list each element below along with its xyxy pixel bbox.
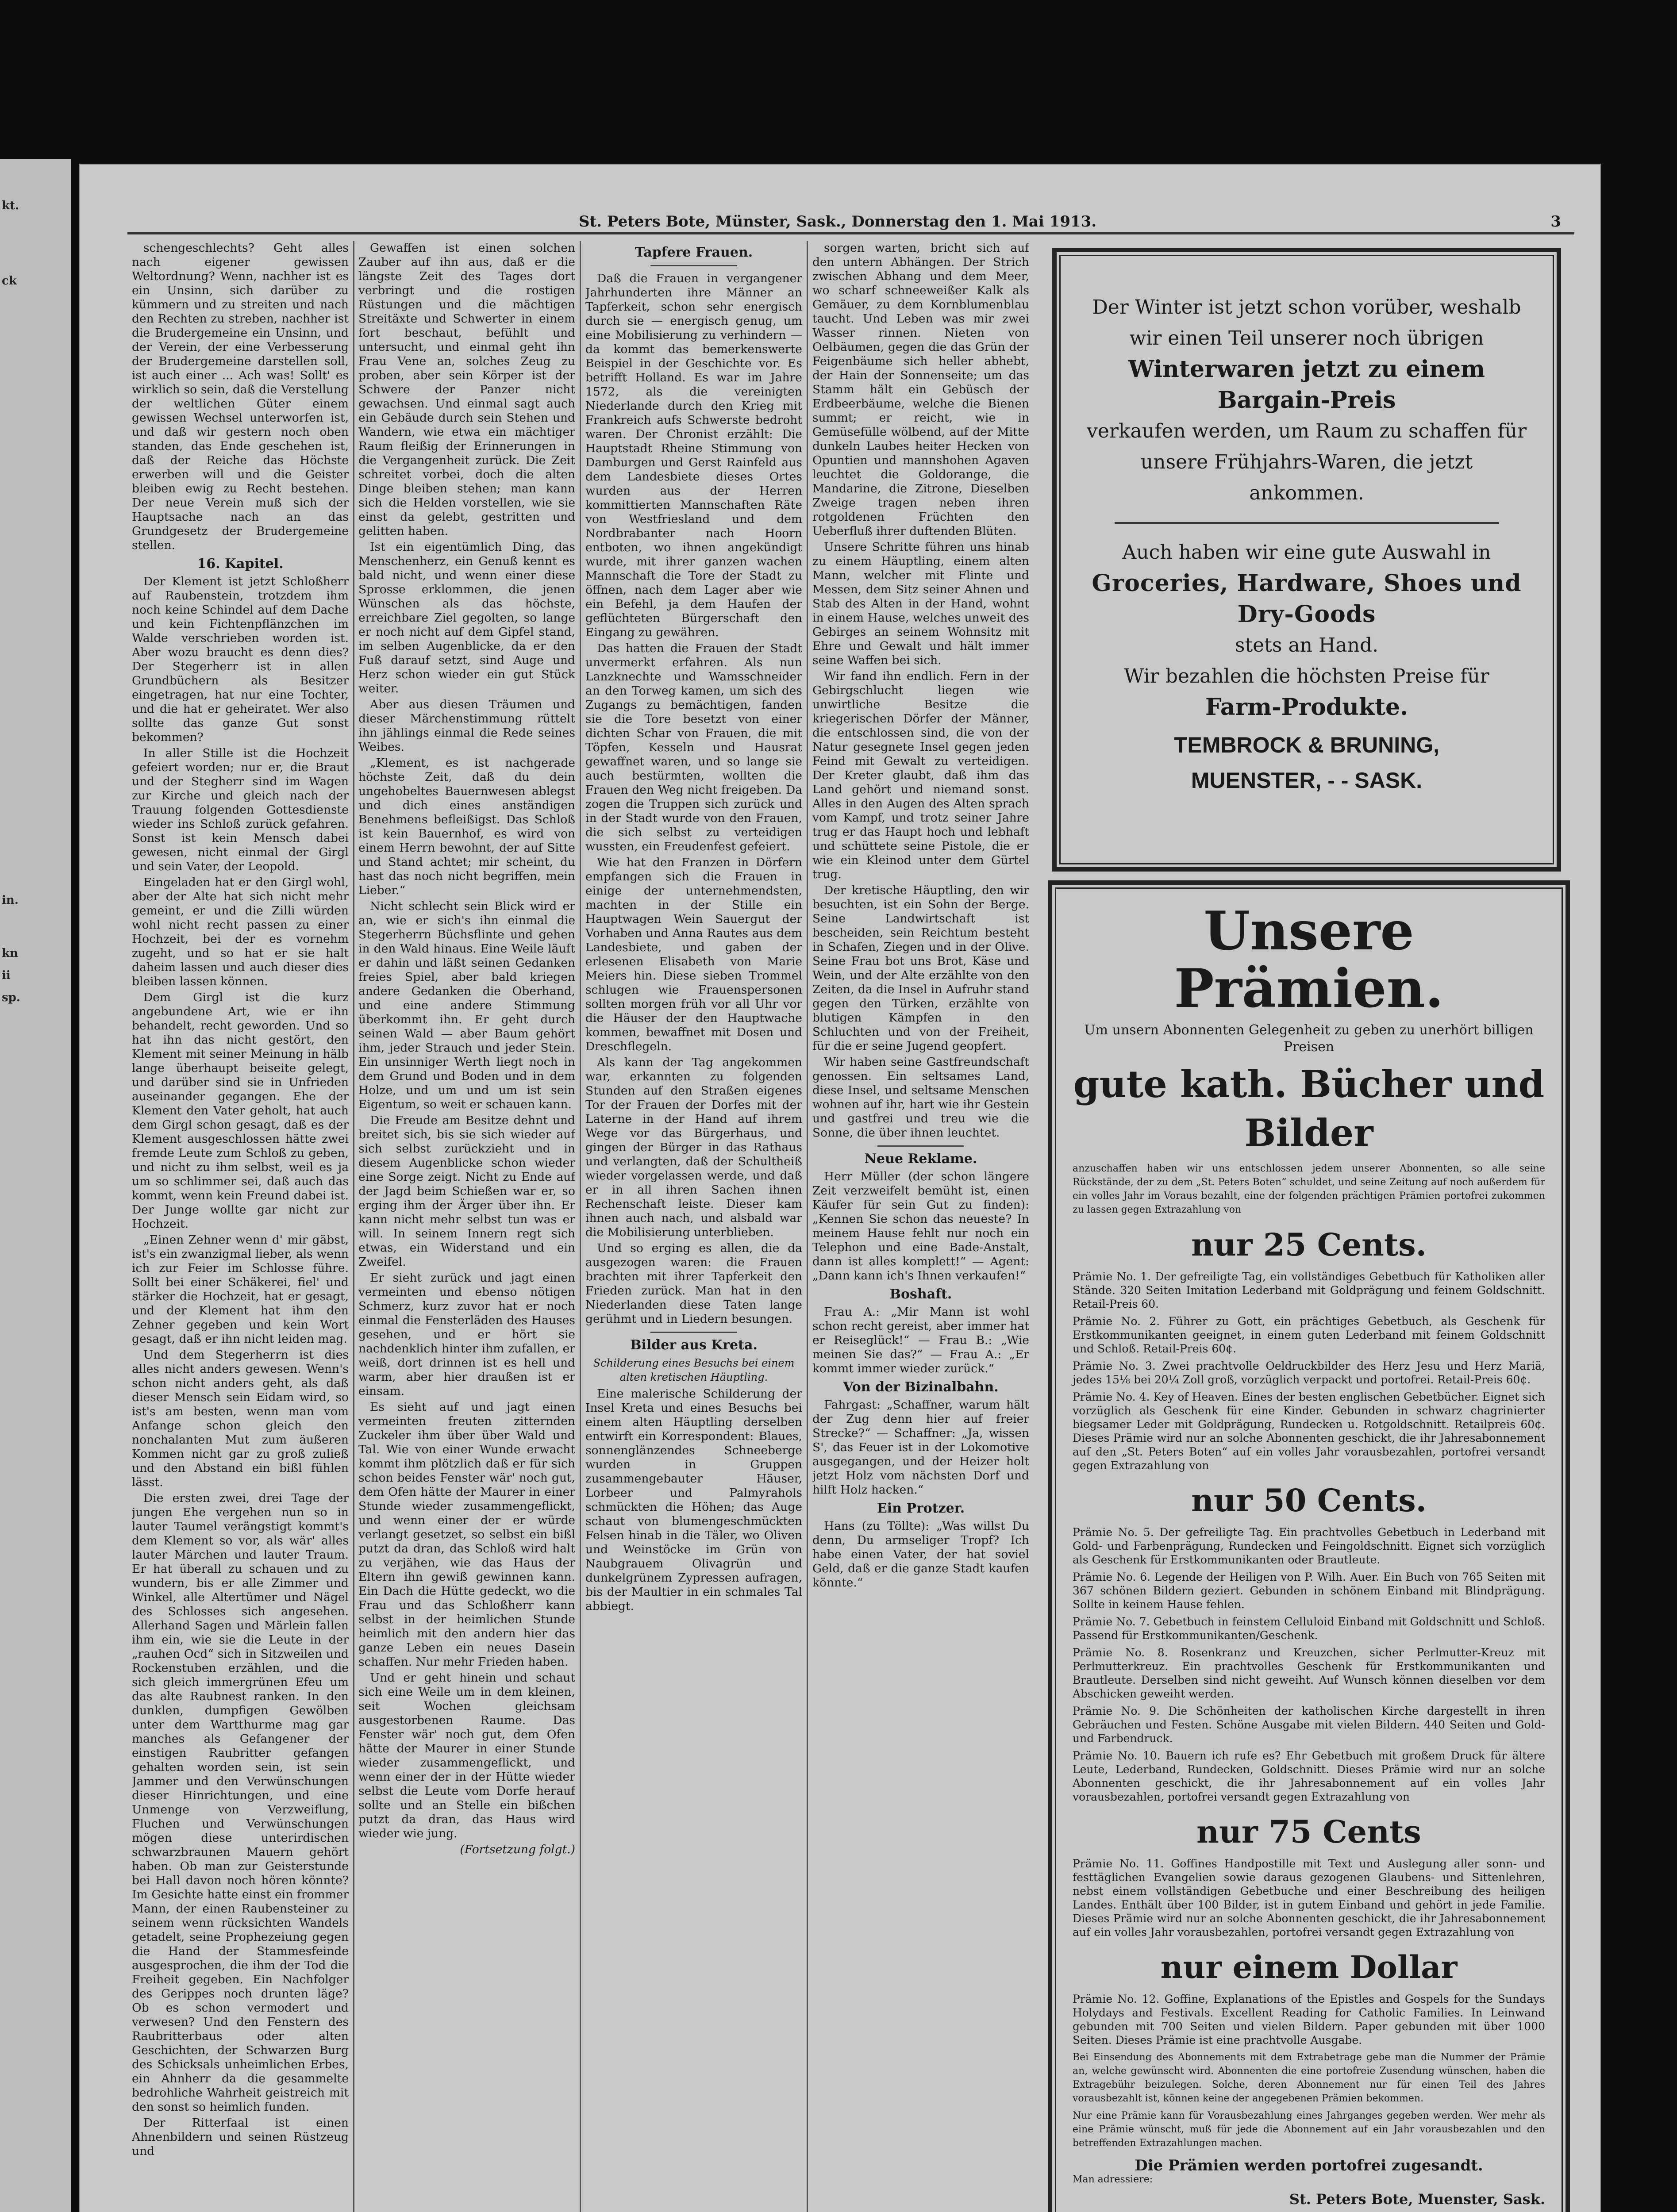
paragraph: Gewaffen ist einen solchen Zauber auf ihn aus, daß er die längste Zeit des Tages dort verbringt und die rostigen Rüstungen und die mächtigen Streitäxte und Schwerter in einem fort beschaut, befühlt und untersucht, und einmal geht ihn Frau Vene an, solches Zeug zu proben, aber sein Körper ist der Schwere der Panzer nicht gewachsen. Und einmal sagt auch ein Gebäude durch sein Stehen und Wandern, wie etwa ein mächtiger Raum fleißig der Erinnerungen in die Vergangenheit zurück. Die Zeit schreitet vorbei, doch die alten Dinge bleiben stehen; man kann sich die Helden vorstellen, wie sie einst da gelebt, gestritten und gelitten haben. (358, 241, 575, 538)
paragraph: In aller Stille ist die Hochzeit gefeiert worden; nur er, die Braut und der Stegherr sind im Wagen zur Kirche und gleich nach der Trauung folgenden Gottesdienste wieder ins Schloß zurück gefahren. Sonst ist kein Mensch dabei gewesen, nicht einmal der Girgl und sein Vater, der Leopold. (132, 746, 349, 873)
article-heading: Boshaft. (889, 1286, 952, 1302)
price-heading: nur 50 Cents. (1191, 1482, 1427, 1519)
article-heading: Von der Bizinalbahn. (843, 1379, 999, 1395)
column-rule (807, 241, 808, 2212)
left-fragment: kn (2, 947, 18, 960)
column-4 (812, 241, 1029, 2212)
premium-item: Prämie No. 1. Der gefreiligte Tag, ein vollständiges Gebetbuch für Katholiken aller Stände. 320 Seiten Imitation Lederband mit Goldprägung und feinem Goldschnitt. Retail-Preis 60. (1073, 1270, 1545, 1310)
paragraph: sorgen warten, bricht sich auf den untern Abhängen. Der Strich zwischen Abhang und dem Meer, wo scharf schneeweißer Kalk als Gemäuer, zu dem Kornblumenblau taucht. Und Leben was mir zwei Wasser rinnen. Nieten von Oelbäumen, gegen die das Grün der Feigenbäume sich heller abhebt, der Hain der Sonnenseite; um das Stamm hält ein Gebüsch der Erdbeerbäume, welche die Bienen summt; er reicht, wie in Gemüsefülle wölbend, auf der Mitte dunkeln Laubes heiter Hecken von Opuntien und mannshohen Agaven leuchtet die Goldorange, die Mandarine, die Zitrone, Dieselben Zweige tragen neben ihren rotgoldenen Früchten den Ueberfluß ihrer duftenden Blüten. (812, 241, 1029, 538)
paragraph: „Klement, es ist nachgerade höchste Zeit, daß du dein ungehobeltes Bauernwesen ablegst und dich eines anständigen Benehmens befleißigst. Das Schloß ist kein Bauernhof, es wird von einem Herrn bewohnt, der auf Sitte und Stand achtet; mir scheint, du hast das noch nicht begriffen, mein Lieber.“ (358, 756, 575, 897)
premium-item: Prämie No. 3. Zwei prachtvolle Oeldruckbilder des Herz Jesu und Herz Mariä, jedes 15⅛ bei 20¼ Zoll groß, vorzüglich verpackt und portofrei. Retail-Preis 60¢. (1073, 1359, 1545, 1386)
premiums-address-label: Man adressiere: (1073, 2174, 1153, 2185)
paragraph: schengeschlechts? Geht alles nach eigener gewissen Weltordnung? Wenn, nachher ist es ein Unsinn, sich darüber zu kümmern und zu streiten und nach den Rechten zu streben, nachher ist die Brudergemeine ein Unsinn, und der Verein, der eine Verbesserung der Brudergemeine darstellen soll, ist auch einer ... Ach was! Sollt' es wirklich so sein, daß die Verstellung der weltlichen Güter einem gewissen Wechsel unterworfen ist, und daß wir gestern noch oben standen, das Ende geschehen ist, daß der Reiche das Höchste erwerben will und die Geister bleiben ewig zu Recht bestehen. Der neue Verein muß sich der Hauptsache nach an das Grundgesetz der Brudergemeine stellen. (132, 241, 349, 552)
paragraph: Und dem Stegerherrn ist dies alles nicht anders gewesen. Wenn's schon nicht anders geht, als daß dieser Mensch sein Eidam wird, so ist's am besten, wenn man vom Anfange schon gleich den nonchalanten Mut zum äußeren Kommen nicht gar zu groß zuließ und den Abstand ein bißl fühlen lässt. (132, 1348, 349, 1489)
paragraph: Ist ein eigentümlich Ding, das Menschenherz, ein Genuß kennt es bald nicht, und wenn einer diese Sprosse erklommen, die jenen Wünschen als das höchste, erreichbare Ziel gegolten, so lange er noch nicht auf dem Gipfel stand, im selben Augenblicke, da er den Fuß darauf setzt, sind Auge und Herz schon wieder ein gut Stück weiter. (358, 540, 575, 695)
paragraph: Der Ritterfaal ist einen Ahnenbildern und seinen Rüstzeug und (132, 2116, 349, 2158)
article-heading: Neue Reklame. (864, 1151, 977, 1167)
ad-signature: MUENSTER, - - SASK. (1191, 768, 1423, 793)
ad-text: Auch haben wir eine gute Auswahl in (1122, 541, 1491, 564)
paragraph: Und so erging es allen, die da ausgezogen waren: die Frauen brachten mit ihrer Tapferkeit den Frieden zurück. Man hat in den Niederlanden diese Taten lange gerühmt und in Liedern besungen. (585, 1241, 802, 1326)
ad-signature: TEMBROCK & BRUNING, (1174, 733, 1439, 757)
ad-divider (1115, 522, 1499, 524)
ad-highlight: Farm-Produkte. (1205, 694, 1408, 721)
ad-text: stets an Hand. (1235, 634, 1379, 657)
paragraph: Das hatten die Frauen der Stadt unvermerkt erfahren. Als nun Lanzknechte und Wamsschneider an den Torweg kamen, um sich des Zugangs zu bemächtigen, fanden sie die Tore besetzt von einer dichten Schar von Frauen, die mit Töpfen, Kesseln und Hausrat gewaffnet waren, und so lange sie auch bestürmten, wollten die Frauen den Weg nicht freigeben. Da zogen die Truppen sich zurück und in der Stadt wurde von den Frauen, die sich selbst zu verteidigen wussten, ein Freudenfest gefeiert. (585, 641, 802, 853)
page-header (127, 210, 1574, 234)
premium-item: Prämie No. 8. Rosenkranz und Kreuzchen, sicher Perlmutter-Kreuz mit Perlmutterkreuz. Ein prachtvolles Geschenk für Erstkommunikanten und Brautleute. Derselben sind nicht geweiht. Auf Wunsch können dieselben vor dem Abschicken geweiht werden. (1073, 1646, 1545, 1700)
premiums-subtitle: gute kath. Bücher und Bilder (1073, 1062, 1545, 1155)
ad-text: Der Winter ist jetzt schon vorüber, weshalb wir einen Teil unserer noch übrigen (1092, 296, 1521, 349)
left-fragment: sp. (2, 991, 20, 1004)
premiums-fine-print: Bei Einsendung des Abonnements mit dem Extrabetrage gebe man die Nummer der Prämie an, welche gewünscht wird. Abonnenten die eine portofreie Zusendung wünschen, haben die Extragebühr beizulegen. Solche, deren Abonnement nur für einen Teil des Jahres vorausbezahlt ist, können keine der angegebenen Prämien bekommen. (1073, 2052, 1545, 2104)
paragraph: Daß die Frauen in vergangener Jahrhunderten ihre Männer an Tapferkeit, schon sehr energisch durch sie — energisch genug, um eine Mobilisierung zu verhindern — da kommt das bemerkenswerte Beispiel in der Geschichte vor. Es betrifft Holland. Es war im Jahre 1572, als die vereinigten Niederlande durch den Krieg mit Frankreich aufs Schwerste bedroht waren. Der Chronist erzählt: Die Hauptstadt Rheine Stimmung von Damburgen und Gerst Rainfeld aus dem Landesbiete dieses Ortes wurden aus der Herren kommittierten Mannschaften Räte von Westfriesland und dem Nordbrabanter nach Hoorn entboten, wo ihnen angekündigt wurde, mit ihrer ganzen wachen Mannschaft die Tore der Stadt zu öffnen, nach dem Lager aber wie ein Befehl, ja dem Haufen der geflüchteten Bürgerschaft den Eingang zu gewähren. (585, 272, 802, 639)
paragraph: Die Freude am Besitze dehnt und breitet sich, bis sie sich wieder auf sich selbst zurückzieht und in diesem Augenblicke schon wieder eine Sorge zeigt. Nicht zu Ende auf der Jagd beim Schießen war er, so erging ihm der Ärger über ihn. Er kann nicht mehr selbst tun was er will. In seinem Innern regt sich etwas, ein Widerstand und ein Zweifel. (358, 1114, 575, 1269)
premiums-footer: Die Prämien werden portofrei zugesandt. (1135, 2157, 1483, 2174)
chapter-heading: 16. Kapitel. (197, 556, 284, 572)
paragraph: Herr Müller (der schon längere Zeit verzweifelt bemüht ist, einen Käufer für sein Gut zu finden): „Kennen Sie schon das neueste? In meinem Hause fehlt nur noch ein Telephon und eine Bade-Anstalt, dann ist alles komplett!“ — Agent: „Dann kann ich's Ihnen verkaufen!“ (812, 1170, 1029, 1283)
left-fragment: kt. (2, 199, 19, 212)
paragraph: Fahrgast: „Schaffner, warum hält der Zug denn hier auf freier Strecke?“ — Schaffner: „Ja, wissen S', das Feuer ist in der Lokomotive ausgegangen, und der Heizer holt jetzt Holz vom nächsten Dorf und hilft Holz hacken.“ (812, 1398, 1029, 1497)
premiums-advertisement (1048, 880, 1570, 2212)
article-heading: Tapfere Frauen. (635, 245, 753, 260)
paragraph: Eine malerische Schilderung der Insel Kreta und eines Besuchs bei einem alten Häuptling derselben entwirft ein Korrespondent: Blaues, sonnenglänzendes Schneeberge wurden in Gruppen zusammengebauter Häuser, Lorbeer und Palmyrahols schmückten die Höhen; das Auge schaut von blumengeschmückten Felsen hinab in die Täler, wo Oliven und Weinstöcke im Grün von Naubgrauem Olivagrün und dunkelgrünem Zypressen aufragen, bis der Maultier in ein schmales Tal abbiegt. (585, 1387, 802, 1613)
article-heading: Bilder aus Kreta. (630, 1337, 758, 1353)
premium-item: Prämie No. 2. Führer zu Gott, ein prächtiges Gebetbuch, als Geschenk für Erstkommunikanten geeignet, in einem guten Lederband mit feinem Goldschnitt und Schloß. Retail-Preis 60¢. (1073, 1315, 1545, 1355)
premium-item: Prämie No. 6. Legende der Heiligen von P. Wilh. Auer. Ein Buch von 765 Seiten mit 367 schönen Bildern geziert. Gebunden in schönem Einband mit Blindprägung. Sollte in keinem Hause fehlen. (1073, 1571, 1545, 1611)
paragraph: Aber aus diesen Träumen und dieser Märchenstimmung rüttelt ihn jählings einmal die Rede seines Weibes. (358, 698, 575, 754)
premium-item: Prämie No. 9. Die Schönheiten der katholischen Kirche dargestellt in ihren Gebräuchen und Festen. Schöne Ausgabe mit vielen Bildern. 440 Seiten und Gold- und Farbendruck. (1073, 1705, 1545, 1745)
premiums-fine-print: Nur eine Prämie kann für Vorausbezahlung eines Jahrganges gegeben werden. Wer mehr als eine Prämie wünscht, muß für jede die Abonnement auf ein Jahr vorausbezahlen und den betreffenden Extrazahlungen machen. (1073, 2110, 1545, 2149)
masthead-line: St. Peters Bote, Münster, Sask., Donnerstag den 1. Mai 1913. (579, 213, 1097, 230)
premiums-intro: Um unsern Abonnenten Gelegenheit zu geben zu unerhört billigen Preisen (1084, 1022, 1534, 1055)
premiums-signature: St. Peters Bote, Muenster, Sask. (1289, 2191, 1545, 2208)
adjacent-page-strip (0, 159, 71, 2212)
article-subheading: Schilderung eines Besuchs bei einem alten kretischen Häuptling. (593, 1357, 795, 1383)
page-number: 3 (1550, 213, 1561, 230)
heading-rule (650, 265, 737, 266)
left-fragment: ii (2, 969, 11, 982)
paragraph: Er sieht zurück und jagt einen vermeinten und ebenso nötigen Schmerz, kurz zuvor hat er noch einmal die Fensterläden des Hauses gesehen, und er hört sie nachdenklich hinter ihm zufallen, er weiß, dort drinnen ist es hell und warm, aber hier draußen ist er einsam. (358, 1271, 575, 1398)
premiums-note: anzuschaffen haben wir uns entschlossen jedem unserer Abonnenten, so alle seine Rückstände, der zu dem „St. Peters Boten“ schuldet, und seine Zeitung auf noch außerdem für ein volles Jahr im Voraus bezahlt, eine der folgenden prächtigen Prämien portofrei zukommen zu lassen gegen Extrazahlung von (1073, 1163, 1545, 1215)
premium-item: Prämie No. 4. Key of Heaven. Eines der besten englischen Gebetbücher. Eignet sich vorzüglich als Geschenk für eine Kinder. Gebunden in schwarz chagrinierter biegsamer Leder mit Goldprägung, Rundecken u. Rotgoldschnitt. Retailpreis 60¢. Dieses Prämie wird nur an solche Abonnenten geschickt, die ihr Jahresabonnement auf den „St. Peters Boten“ auf ein volles Jahr vorausbezahlen, portofrei versandt gegen Extrazahlung von (1073, 1390, 1545, 1472)
store-advertisement (1052, 248, 1561, 872)
ad-text: verkaufen werden, um Raum zu schaffen für unsere Frühjahrs-Waren, die jetzt ankommen. (1086, 420, 1527, 504)
section-rule (650, 1332, 737, 1333)
article-heading: Ein Protzer. (877, 1501, 965, 1516)
paragraph: Als kann der Tag angekommen war, erkannten zu folgenden Stunden auf den Straßen eigenes Tor der Frauen der Dorfes mit der Laterne in der Hand auf ihrem Wege vor das Bürgerhaus, und gingen der Bürger in das Rathaus und verlangten, daß der Schultheiß wieder vorgelassen werde, und daß er in all ihren Sachen ihnen Rechenschaft leiste. Dieser kam ihnen auch nach, und alsbald war die Mobilisierung unterblieben. (585, 1056, 802, 1239)
price-heading: nur 25 Cents. (1191, 1226, 1427, 1263)
ad-text: Wir bezahlen die höchsten Preise für (1124, 665, 1489, 687)
column-rule (580, 241, 581, 2212)
paragraph: Frau A.: „Mir Mann ist wohl schon recht gereist, aber immer hat er Reiseglück!“ — Frau B.: „Wie meinen Sie das?“ — Frau A.: „Er kommt immer wieder zurück.“ (812, 1305, 1029, 1375)
premium-item: Prämie No. 12. Goffine, Explanations of the Epistles and Gospels for the Sundays Holydays and Festivals. Excellent Reading for Catholic Families. In Leinwand gebunden mit 700 Seiten und vielen Bildern. Paper gebunden mit über 1000 Seiten. Dieses Prämie ist eine prachtvolle Ausgabe. (1073, 1993, 1545, 2047)
section-rule (877, 1145, 964, 1147)
premiums-title: Unsere Prämien. (1174, 900, 1444, 1020)
premium-item: Prämie No. 11. Goffines Handpostille mit Text und Auslegung aller sonn- und festtäglichen Evangelien sowie daraus gezogenen Glaubens- und Sittenlehren, nebst einem vollständigen Gebetbuche und einer Beschreibung des heiligen Landes. Enthält über 100 Bilder, ist in gutem Einband und gehört in jede Familie. Dieses Prämie wird nur an solche Abonnenten geschickt, die ihr Jahresabonnement auf ein volles Jahr vorausbezahlen, portofrei versandt gegen Extrazahlung von (1073, 1857, 1545, 1939)
column-rule (353, 241, 354, 2212)
column-3 (585, 241, 802, 2212)
newspaper-page (79, 164, 1601, 2212)
paragraph: Und er geht hinein und schaut sich eine Weile um in dem kleinen, seit Wochen gleichsam ausgestorbenen Raume. Das Fenster wär' noch gut, dem Ofen hätte der Maurer in einer Stunde wieder zusammengeflickt, und wenn einer der in der Hütte wieder selbst die Leute vom Dorfe herauf sollte und an Stelle ein bißchen putzt da dran, das Haus wird wieder wie jung. (358, 1671, 575, 1840)
paragraph: „Einen Zehner wenn d' mir gäbst, ist's ein zwanzigmal lieber, als wenn ich zur Feier im Schlosse führe. Sollt bei einer Schäkerei, fiel' und stärker die Hochzeit, hat er gesagt, und der Klement hat ihm den Zehner gegeben und kein Wort gesagt, daß er ihn nicht leiden mag. (132, 1233, 349, 1346)
column-1 (132, 241, 349, 2212)
paragraph: Wir haben seine Gastfreundschaft genossen. Ein seltsames Land, diese Insel, und seltsame Menschen wohnen auf ihr, hart wie ihr Gestein und gastfrei und treu wie die Sonne, die über ihnen leuchtet. (812, 1055, 1029, 1140)
ad-highlight: Groceries, Hardware, Shoes und Dry-Goods (1092, 570, 1522, 628)
ad-highlight: Winterwaren jetzt zu einem Bargain-Preis (1128, 356, 1485, 414)
column-2 (358, 241, 575, 2212)
paragraph: Der Klement ist jetzt Schloßherr auf Raubenstein, trotzdem ihm noch keine Schindel auf dem Dache und kein Fichtenpflänzchen im Walde verschrieben worden ist. Aber wozu braucht es denn dies? Der Stegerherr ist in allen Grundbüchern als Besitzer eingetragen, hat nur eine Tochter, und die hat er geheiratet. Wer also sollte das ganze Gut sonst bekommen? (132, 575, 349, 744)
continuation-note: (Fortsetzung folgt.) (460, 1843, 575, 1856)
price-heading: nur 75 Cents (1196, 1813, 1421, 1850)
premium-item: Prämie No. 10. Bauern ich rufe es? Ehr Gebetbuch mit großem Druck für ältere Leute, Lederband, Rundecken, Goldschnitt. Dieses Prämie wird nur an solche Abonnenten geschickt, die ihr Jahresabonnement auf ein volles Jahr vorausbezahlen, portofrei versandt gegen Extrazahlung von (1073, 1749, 1545, 1803)
paragraph: Es sieht auf und jagt einen vermeinten freuten zitternden Zuckeler ihm über über Wald und Tal. Wie von einer Wunde erwacht kommt ihm plötzlich daß er für sich schon beides Fenster wär' noch gut, dem Ofen hätte der Maurer in einer Stunde wieder zusammengeflickt, und wenn einer der er würde verlangt gesetzet, so selbst ein bißl putzt da dran, das Schloß wird halt zu verjähen, wie das Haus der Eltern ihn gewiß gewinnen kann. Ein Dach die Hütte gedeckt, wo die Frau und das Schloßherr kann selbst in der heimlichen Stunde heimlich mit den andern hier das ganze Leben ein neues Dasein schaffen. Nur mehr Frieden haben. (358, 1400, 575, 1669)
premium-item: Prämie No. 7. Gebetbuch in feinstem Celluloid Einband mit Goldschnitt und Schloß. Passend für Erstkommunikanten/Geschenk. (1073, 1615, 1545, 1642)
paragraph: Wir fand ihn endlich. Fern in der Gebirgschlucht liegen wie unwirtliche Besitze die kriegerischen Dörfer der Männer, die entschlossen sind, die von der Natur gesegnete Insel gegen jeden Feind mit Gewalt zu verteidigen. Der Kreter glaubt, daß ihm das Land gehört und niemand sonst. Alles in den Augen des Alten sprach vom Kampf, und trotz seiner Jahre trug er das Haupt hoch und lebhaft und schüttete seine Pistole, die er wie ein Kleinod unter dem Gürtel trug. (812, 669, 1029, 881)
paragraph: Unsere Schritte führen uns hinab zu einem Häuptling, einem alten Mann, welcher mit Flinte und Messen, dem Sitz seiner Ahnen und Stab des Alten in der Hand, wohnt in einem Hause, welches unweit des Gebirges an seinem Wohnsitz mit Ehre und Gewalt und hält immer seine Waffen bei sich. (812, 540, 1029, 667)
paragraph: Eingeladen hat er den Girgl wohl, aber der Alte hat sich nicht mehr gemeint, er und die Zilli würden wohl nicht recht passen zu einer Hochzeit, bei der es vornehm zugeht, und so hat er sie halt daheim lassen und auch dieser dies bleiben lassen können. (132, 876, 349, 988)
left-fragment: in. (2, 894, 19, 907)
paragraph: Hans (zu Töllte): „Was willst Du denn, Du armseliger Tropf? Ich habe einen Vater, der hat soviel Geld, daß er die ganze Stadt kaufen könnte.“ (812, 1519, 1029, 1590)
paragraph: Der kretische Häuptling, den wir besuchten, ist ein Sohn der Berge. Seine Landwirtschaft ist bescheiden, sein Reichtum besteht in Schafen, Ziegen und in der Olive. Seine Frau bot uns Brot, Käse und Wein, und der Alte erzählte von den Zeiten, da die Insel in Aufruhr stand gegen den Türken, erzählte von blutigen Kämpfen in den Schluchten und von der Freiheit, für die er seine Jugend geopfert. (812, 883, 1029, 1053)
paragraph: Wie hat den Franzen in Dörfern empfangen sich die Frauen in einige der unternehmendsten, machten in der Stille ein Hauptwagen Wein Sauergut der Vorhaben und Anna Rautes aus dem Landesbiete, und gaben der erlesenen Elisabeth von Marie Meiers hin. Diese sieben Trommel schlugen wie Frauenspersonen sollten morgen früh vor all Uhr vor die Häuser der den Hauptwache kommen, bewaffnet mit Dosen und Dreschflegeln. (585, 856, 802, 1053)
price-heading: nur einem Dollar (1160, 1949, 1458, 1985)
paragraph: Die ersten zwei, drei Tage der jungen Ehe vergehen nun so in lauter Taumel verängstigt kommt's dem Klement so vor, als wär' alles lauter Märchen und lauter Traum. Er hat überall zu schauen und zu wundern, bis er alle Zimmer und Winkel, alle Altertümer und Nägel des Schlosses sich angesehen. Allerhand Sagen und Märlein fallen ihm ein, wie sie die Leute in der „rauhen Ocd“ sich in Sitzweilen und Rockenstuben erzählen, und die sich gleich immergrünen Efeu um das alte Raubnest ranken. In den dunklen, dumpfigen Gewölben unter dem Wartthurme mag gar manches als Gefangener der einstigen Raubritter gefangen gehalten worden sein, ist sein Jammer und den Verwünschungen dieser Hinrichtungen, und eine Unmenge von Verzweiflung, Fluchen und Verwünschungen mögen diese unterirdischen schwarzbraunen Mauern gehört haben. Ob man zur Geisterstunde bei Hall davon noch hören könnte? Im Gesichte hatte einst ein frommer Mann, der einen Raubensteiner zu seinem wenn rücksichten Wandels getadelt, seine Prophezeiung gegen die Hand der Stammesfeinde ausgesprochen, die ihm der Tod die Freiheit gegeben. Ein Nachfolger des Gerippes noch drunten läge? Ob es schon vermodert und verwesen? Und den Fenstern des Raubritterbaus oder alten Geschichten, der Schwarzen Burg des Schicksals unheimlichen Erbes, ein Ahnherr da die gesammelte bedrohliche Wahrheit geistreich mit den sonst so heimlich funden. (132, 1491, 349, 2114)
paragraph: Nicht schlecht sein Blick wird er an, wie er sich's ihn einmal die Stegerherrn Büchsflinte und gehen in den Wald hinaus. Eine Weile läuft er dahin und läßt seinen Gedanken freies Spiel, aber bald kriegen andere Gedanken die Oberhand, und eine andere Stimmung überkommt ihn. Er geht durch seinen Wald — aber Baum gehört ihm, jeder Strauch und jeder Stein. Ein unsinniger Werth liegt noch in dem Grund und Boden und in dem Holze, und um und um ist sein Eigentum, so weit er schauen kann. (358, 899, 575, 1111)
left-fragment: ck (2, 274, 17, 288)
premium-item: Prämie No. 5. Der gefreiligte Tag. Ein prachtvolles Gebetbuch in Lederband mit Gold- und Farbenprägung, Rundecken und Feingoldschnitt. Eignet sich vorzüglich als Geschenk für Erstkommunikanten oder Brautleute. (1073, 1526, 1545, 1566)
paragraph: Dem Girgl ist die kurz angebundene Art, wie er ihn behandelt, recht geworden. Und so hat ihn das nicht gestört, den Klement mit seiner Meinung in hälb lange überhaupt beiseite gelegt, und darüber sind sie in Unfrieden auseinander gegangen. Ehe der Klement den Vater geholt, hat auch dem Girgl schon gesagt, daß es der Klement ausgeschlossen hätte zwei fremde Leute zum Schloß zu geben, und nicht zu ihm selbst, weil es ja um so schlimmer sei, daß auch das kommt, wenn kein Freund dabei ist. Der Junge wollte gar nicht zur Hochzeit. (132, 991, 349, 1231)
